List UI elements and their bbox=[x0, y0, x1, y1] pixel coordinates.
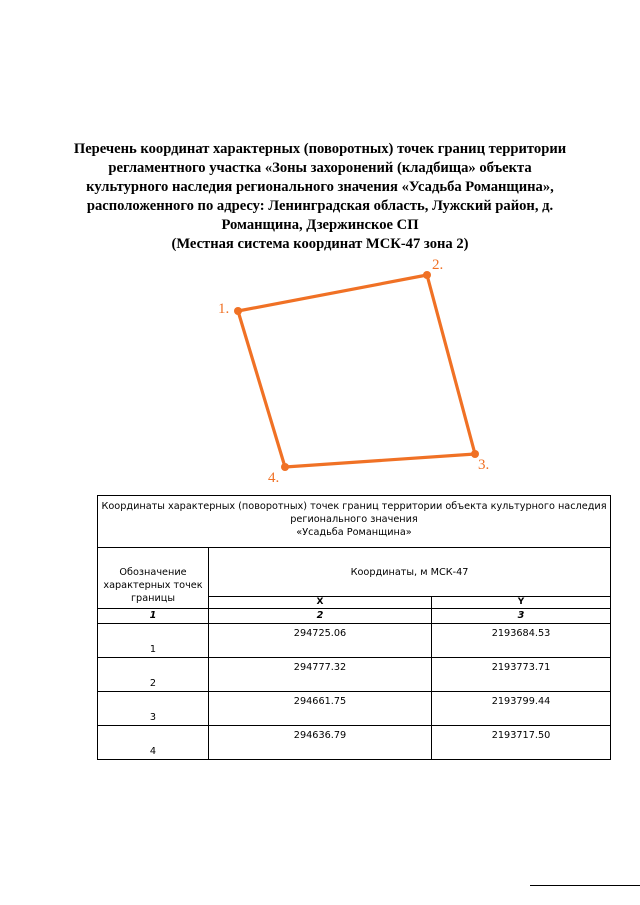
table-row bbox=[98, 658, 611, 692]
point-4-marker bbox=[281, 463, 289, 471]
title-line: культурного наследия регионального значения «Усадьба Романщина», bbox=[86, 179, 554, 195]
title-line: (Местная система координат МСК-47 зона 2) bbox=[171, 236, 469, 252]
point-4-label: 4. bbox=[268, 470, 280, 486]
coordinates-table bbox=[97, 495, 611, 760]
x-cell: 294777.32 bbox=[209, 658, 432, 692]
point-cell: 2 bbox=[98, 658, 209, 692]
point-cell: 4 bbox=[98, 726, 209, 760]
x-cell: 294725.06 bbox=[209, 624, 432, 658]
column-number: 3 bbox=[432, 609, 611, 624]
table-header-line: «Усадьба Романщина» bbox=[296, 527, 412, 538]
x-column-header: X bbox=[209, 597, 432, 609]
table-row bbox=[98, 726, 611, 760]
table-header-line: регионального значения bbox=[290, 514, 418, 525]
y-cell: 2193773.71 bbox=[432, 658, 611, 692]
boundary-polygon bbox=[238, 275, 475, 467]
table-row bbox=[98, 624, 611, 658]
point-1-marker bbox=[234, 307, 242, 315]
table-row bbox=[98, 692, 611, 726]
x-cell: 294661.75 bbox=[209, 692, 432, 726]
point-2-label: 2. bbox=[432, 257, 444, 273]
coordinates-header: Координаты, м МСК-47 bbox=[209, 548, 611, 597]
point-3-label: 3. bbox=[478, 457, 490, 473]
point-2-marker bbox=[423, 271, 431, 279]
table-header-line: Координаты характерных (поворотных) точек границ территории объекта культурного наследия bbox=[101, 501, 607, 512]
table-header bbox=[98, 496, 611, 548]
y-cell: 2193684.53 bbox=[432, 624, 611, 658]
point-cell: 1 bbox=[98, 624, 209, 658]
document-title bbox=[60, 140, 580, 254]
title-line: Романщина, Дзержинское СП bbox=[221, 217, 419, 233]
title-line: расположенного по адресу: Ленинградская область, Лужский район, д. bbox=[86, 198, 554, 214]
column-number: 1 bbox=[98, 609, 209, 624]
y-column-header: Y bbox=[432, 597, 611, 609]
title-line: Перечень координат характерных (поворотных) точек границ территории bbox=[73, 141, 567, 157]
boundary-diagram bbox=[0, 250, 640, 490]
title-line: регламентного участка «Зоны захоронений (кладбища» объекта bbox=[108, 160, 532, 176]
x-cell: 294636.79 bbox=[209, 726, 432, 760]
scan-edge-line bbox=[530, 885, 640, 886]
y-cell: 2193717.50 bbox=[432, 726, 611, 760]
point-column-header: Обозначение характерных точек границы bbox=[98, 548, 209, 609]
y-cell: 2193799.44 bbox=[432, 692, 611, 726]
column-number: 2 bbox=[209, 609, 432, 624]
point-cell: 3 bbox=[98, 692, 209, 726]
point-1-label: 1. bbox=[218, 301, 230, 317]
